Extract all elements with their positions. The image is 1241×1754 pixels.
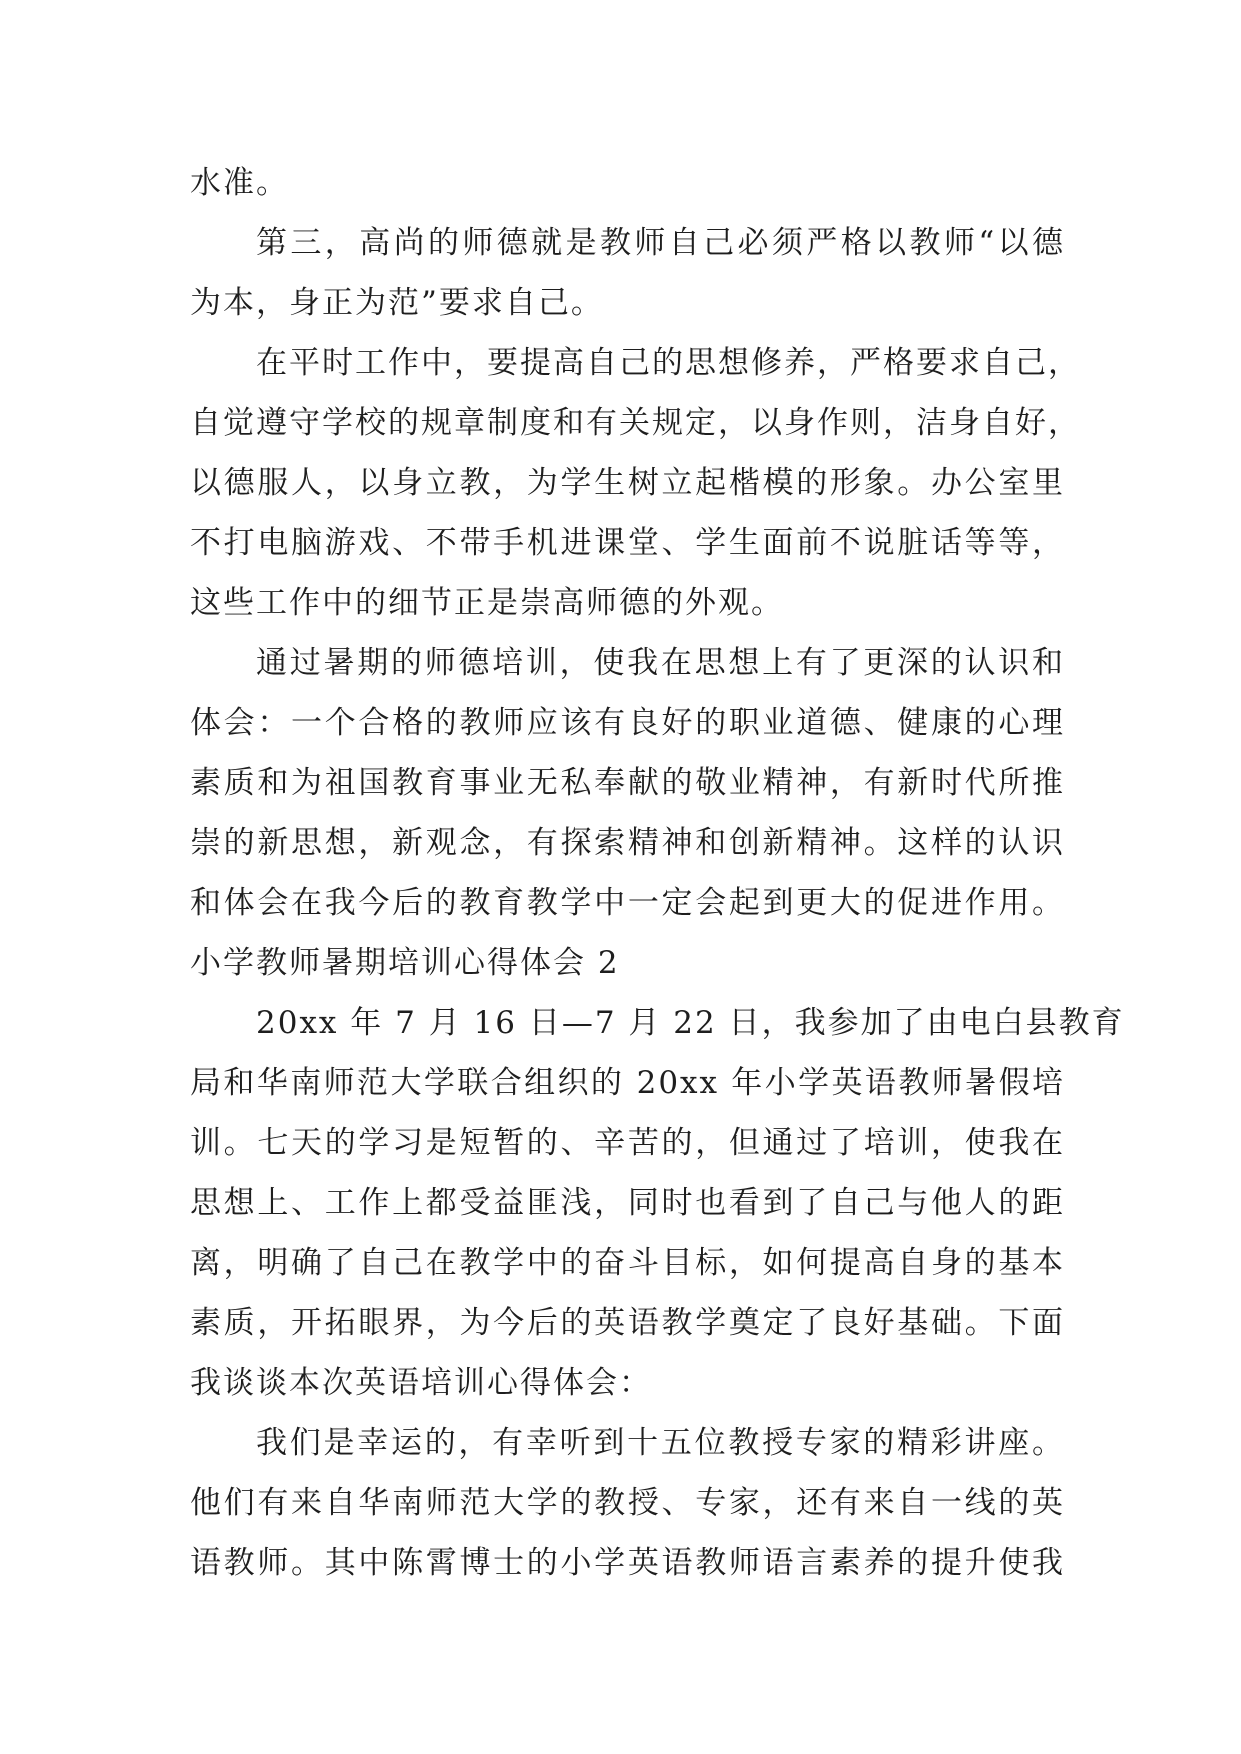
paragraph-line: 离，明确了自己在教学中的奋斗目标，如何提高自身的基本 (190, 1245, 1065, 1281)
paragraph-line: 自觉遵守学校的规章制度和有关规定，以身作则，洁身自好， (190, 405, 1081, 441)
paragraph-line: 他们有来自华南师范大学的教授、专家，还有来自一线的英 (190, 1485, 1065, 1521)
paragraph-line: 崇的新思想，新观念，有探索精神和创新精神。这样的认识 (190, 825, 1065, 861)
paragraph-line: 在平时工作中，要提高自己的思想修养，严格要求自己， (256, 345, 1081, 381)
paragraph-line: 我们是幸运的，有幸听到十五位教授专家的精彩讲座。 (256, 1425, 1065, 1461)
paragraph-line: 通过暑期的师德培训，使我在思想上有了更深的认识和 (256, 645, 1065, 681)
paragraph-line: 局和华南师范大学联合组织的 20xx 年小学英语教师暑假培 (190, 1065, 1065, 1101)
paragraph-line: 第三，高尚的师德就是教师自己必须严格以教师“以德 (256, 225, 1065, 261)
paragraph-line: 这些工作中的细节正是崇高师德的外观。 (190, 585, 784, 621)
paragraph-line: 素质，开拓眼界，为今后的英语教学奠定了良好基础。下面 (190, 1305, 1065, 1341)
paragraph-line: 思想上、工作上都受益匪浅，同时也看到了自己与他人的距 (190, 1185, 1065, 1221)
paragraph-line: 20xx 年 7 月 16 日—7 月 22 日，我参加了由电白县教育 (256, 1005, 1125, 1041)
section-heading: 小学教师暑期培训心得体会 2 (190, 945, 620, 981)
paragraph-line: 我谈谈本次英语培训心得体会： (190, 1365, 652, 1401)
paragraph-line: 语教师。其中陈霄博士的小学英语教师语言素养的提升使我 (190, 1545, 1065, 1581)
paragraph-line: 素质和为祖国教育事业无私奉献的敬业精神，有新时代所推 (190, 765, 1065, 801)
paragraph-line: 体会：一个合格的教师应该有良好的职业道德、健康的心理 (190, 705, 1065, 741)
paragraph-line: 训。七天的学习是短暂的、辛苦的，但通过了培训，使我在 (190, 1125, 1065, 1161)
document-body (190, 153, 1125, 1593)
paragraph-line: 水准。 (190, 165, 289, 201)
paragraph-line: 为本，身正为范”要求自己。 (190, 285, 604, 321)
paragraph-line: 以德服人，以身立教，为学生树立起楷模的形象。办公室里 (190, 465, 1065, 501)
paragraph-line: 不打电脑游戏、不带手机进课堂、学生面前不说脏话等等， (190, 525, 1065, 561)
paragraph-line: 和体会在我今后的教育教学中一定会起到更大的促进作用。 (190, 885, 1065, 921)
